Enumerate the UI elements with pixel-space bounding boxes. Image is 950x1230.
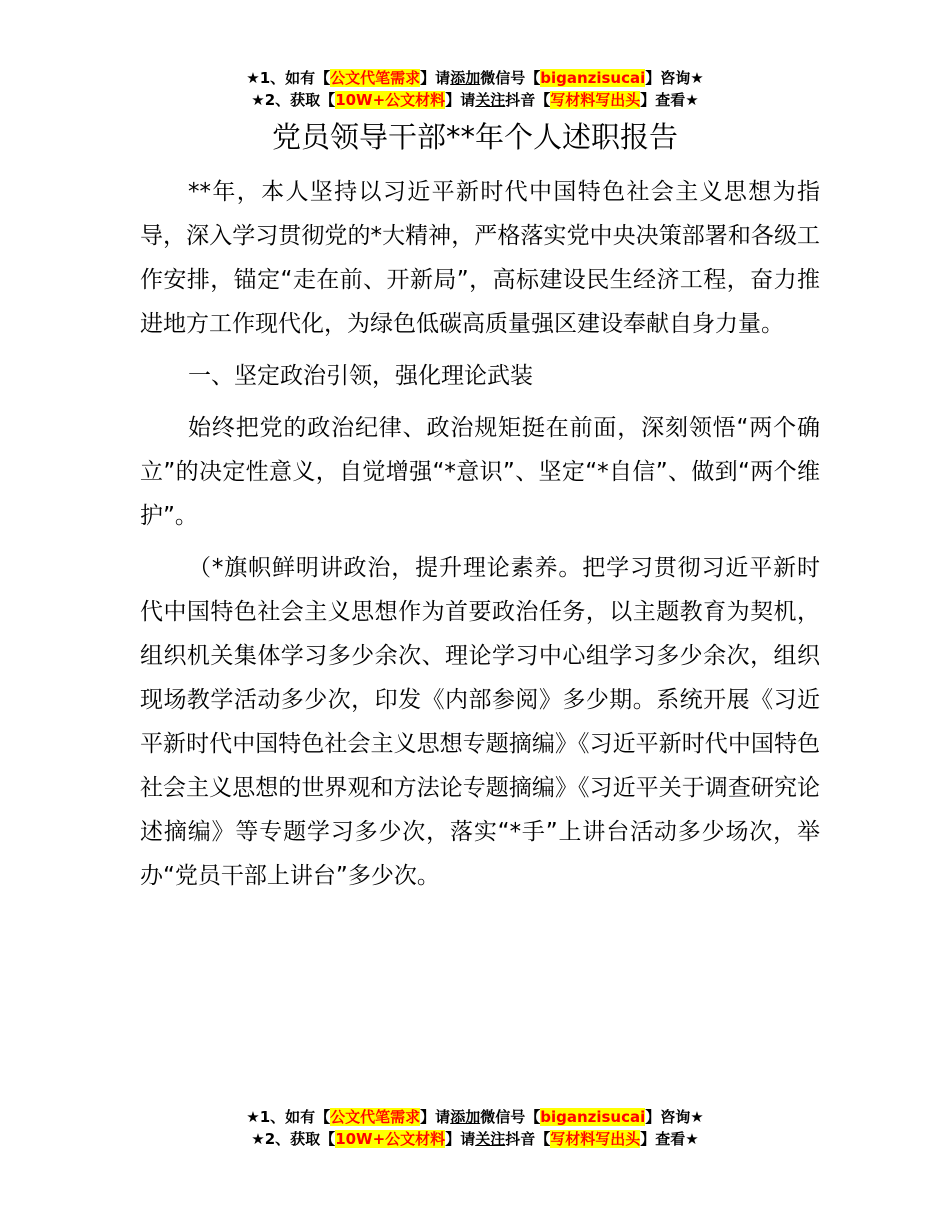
highlight-text: 写材料写出头: [550, 1130, 641, 1148]
banner-line-1: [0, 67, 950, 89]
highlight-text: 公文代笔需求: [330, 69, 421, 87]
banner-text: 】请: [445, 91, 476, 109]
highlight-text: biganzisucai: [540, 1108, 646, 1126]
banner-text: 抖音【: [505, 91, 551, 109]
highlight-text: 10W+公文材料: [335, 91, 446, 109]
paragraph-theory-study: （*旗帜鲜明讲政治，提升理论素养。把学习贯彻习近平新时代中国特色社会主义思想作为首要政治任务，以主题教育为契机，组织机关集体学习多少余次、理论学习中心组学习多少余次，组织现场教学活动多少次，印发《内部参阅》多少期。系统开展《习近平新时代中国特色社会主义思想专题摘编》《习近平新时代中国特色社会主义思想的世界观和方法论专题摘编》《习近平关于调查研究论述摘编》等专题学习多少次，落实“*手”上讲台活动多少场次，举办“党员干部上讲台”多少次。: [140, 555, 820, 889]
banner-text: ★1、如有【: [246, 69, 331, 87]
document-body: [140, 170, 820, 898]
banner-line-1: [0, 1106, 950, 1128]
banner-text: 】咨询★: [645, 1108, 704, 1126]
section-heading: 一、坚定政治引领，强化理论武装: [188, 363, 533, 389]
footer-banner: [0, 1106, 950, 1150]
banner-text: 】咨询★: [645, 69, 704, 87]
banner-text: 】请: [420, 1108, 451, 1126]
highlight-text: 写材料写出头: [550, 91, 641, 109]
paragraph-intro: **年，本人坚持以习近平新时代中国特色社会主义思想为指导，深入学习贯彻党的*大精神，严格落实党中央决策部署和各级工作安排，锚定“走在前、开新局”，高标建设民生经济工程，奋力推进地方工作现代化，为绿色低碳高质量强区建设奉献自身力量。: [140, 179, 820, 337]
underlined-text: 添加: [450, 1108, 481, 1126]
banner-line-2: [0, 1128, 950, 1150]
underlined-text: 关注: [475, 91, 506, 109]
highlight-text: biganzisucai: [540, 69, 646, 87]
banner-text: 微信号【: [480, 1108, 541, 1126]
highlight-text: 公文代笔需求: [330, 1108, 421, 1126]
banner-text: 】查看★: [640, 1130, 699, 1148]
header-banner: [0, 67, 950, 111]
highlight-text: 10W+公文材料: [335, 1130, 446, 1148]
banner-text: 抖音【: [505, 1130, 551, 1148]
banner-text: 】请: [445, 1130, 476, 1148]
banner-text: 微信号【: [480, 69, 541, 87]
document-title: 党员领导干部**年个人述职报告: [271, 120, 678, 154]
banner-text: ★2、获取【: [251, 1130, 336, 1148]
banner-text: ★2、获取【: [251, 91, 336, 109]
banner-text: 】请: [420, 69, 451, 87]
banner-text: 】查看★: [640, 91, 699, 109]
banner-text: ★1、如有【: [246, 1108, 331, 1126]
paragraph-political-discipline: 始终把党的政治纪律、政治规矩挺在前面，深刻领悟“两个确立”的决定性意义，自觉增强“*意识”、坚定“*自信”、做到“两个维护”。: [140, 415, 820, 529]
underlined-text: 关注: [475, 1130, 506, 1148]
banner-line-2: [0, 89, 950, 111]
underlined-text: 添加: [450, 69, 481, 87]
